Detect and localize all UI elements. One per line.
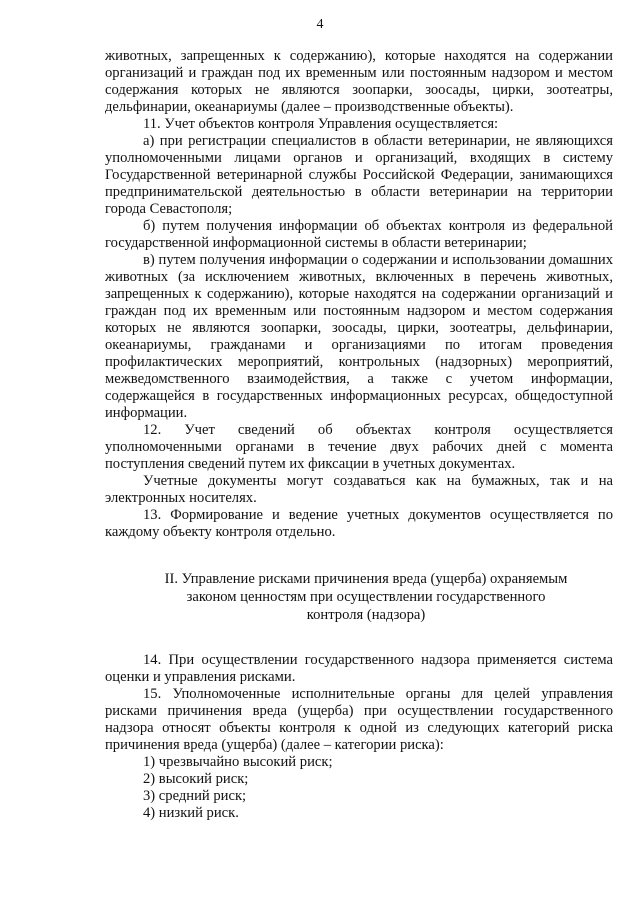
paragraph-12: 12. Учет сведений об объектах контроля осуществляется уполномоченными органами в течение двух рабочих дней с момента поступления сведений путем их фиксации в учетных документах.	[105, 422, 613, 472]
paragraph-11a: а) при регистрации специалистов в области ветеринарии, не являющихся уполномоченными лицами органов и организаций, входящих в систему Государственной ветеринарной службы Российской Федерации, занимающихся предпринимательской деятельностью в области ветеринарии на территории города Севастополя;	[105, 133, 613, 217]
paragraph-15: 15. Уполномоченные исполнительные органы для целей управления рисками причинения вреда (ущерба) при осуществлении государственного надзора относят объекты контроля к одной из следующих категорий риска причинения вреда (ущерба) (далее – категории риска):	[105, 686, 613, 753]
risk-category-list	[105, 754, 613, 822]
page-number: 4	[316, 17, 324, 32]
paragraph-continuation: животных, запрещенных к содержанию), которые находятся на содержании организаций и граждан под их временным или постоянным надзором и местом содержания которых не являются зоопарки, зоосады, цирки, зоотеатры, дельфинарии, океанариумы (далее – производственные объекты).	[105, 48, 613, 115]
spacer	[105, 541, 613, 558]
paragraph-12-documents: Учетные документы могут создаваться как на бумажных, так и на электронных носителях.	[105, 473, 613, 506]
list-item: 4) низкий риск.	[143, 805, 239, 821]
paragraph-11b: б) путем получения информации об объектах контроля из федеральной государственной информационной системы в области ветеринарии;	[105, 218, 613, 251]
section-heading-line-3: контроля (надзора)	[306, 607, 426, 623]
paragraph-13: 13. Формирование и ведение учетных документов осуществляется по каждому объекту контроля отдельно.	[105, 507, 613, 540]
list-item: 1) чрезвычайно высокий риск;	[143, 754, 333, 770]
section-heading-line-2: законом ценностям при осуществлении государственного	[186, 589, 546, 605]
section-heading	[105, 570, 613, 624]
document-body	[105, 48, 613, 822]
list-item: 2) высокий риск;	[143, 771, 249, 787]
spacer	[105, 624, 613, 652]
section-heading-line-1: II. Управление рисками причинения вреда (ущерба) охраняемым	[164, 571, 568, 587]
paragraph-14: 14. При осуществлении государственного надзора применяется система оценки и управления рисками.	[105, 652, 613, 685]
paragraph-11: 11. Учет объектов контроля Управления осуществляется:	[143, 116, 499, 132]
spacer	[105, 558, 613, 570]
paragraph-11c: в) путем получения информации о содержании и использовании домашних животных (за исключением животных, включенных в перечень животных, запрещенных к содержанию), которые находятся на содержании организаций и граждан под их временным или постоянным надзором и местом содержания которых не являются зоопарки, зоосады, цирки, зоотеатры, дельфинарии, океанариумы, гражданами и организациями по итогам проведения профилактических мероприятий, контрольных (надзорных) мероприятий, межведомственного взаимодействия, а также с учетом информации, содержащейся в государственных информационных ресурсах, общедоступной информации.	[105, 252, 613, 421]
list-item: 3) средний риск;	[143, 788, 247, 804]
